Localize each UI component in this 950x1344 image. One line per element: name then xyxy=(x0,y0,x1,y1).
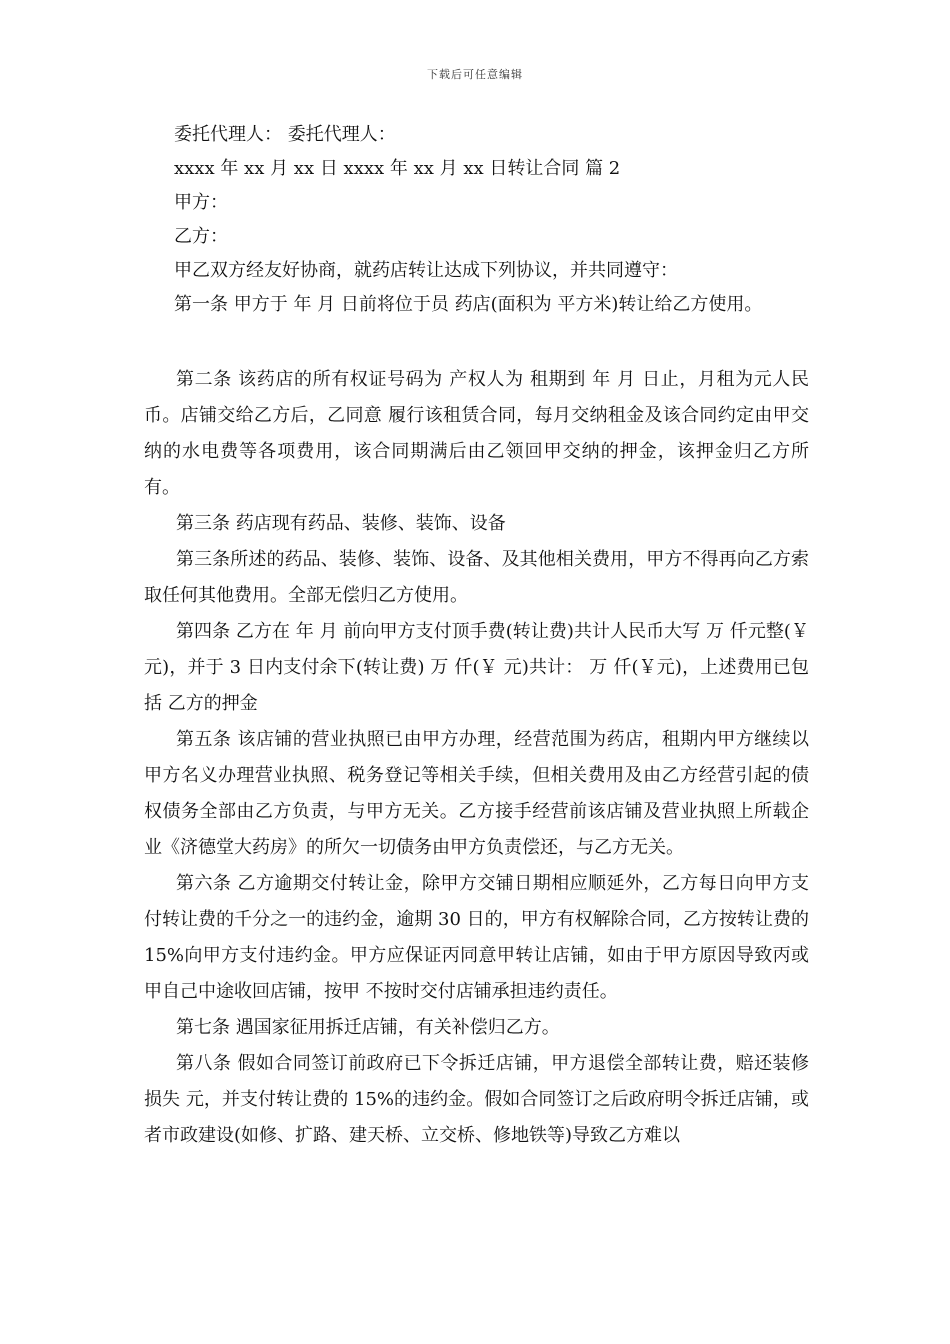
date-title-line: xxxx 年 xx 月 xx 日 xxxx 年 xx 月 xx 日转让合同 篇 2 xyxy=(174,158,621,179)
article-3-paragraph: 第三条所述的药品、装修、装饰、设备、及其他相关费用，甲方不得再向乙方索取任何其他费用。全部无偿归乙方使用。 xyxy=(144,549,809,606)
agreement-intro-line: 甲乙双方经友好协商，就药店转让达成下列协议，并共同遵守： xyxy=(174,260,678,281)
article-3-heading: 第三条 药店现有药品、装修、装饰、设备 xyxy=(176,513,506,534)
article-6-paragraph: 第六条 乙方逾期交付转让金，除甲方交铺日期相应顺延外，乙方每日向甲方支付转让费的千分之一的违约金，逾期 30 日的，甲方有权解除合同，乙方按转让费的 15%向甲方支付违约金。甲方应保证丙同意甲转让店铺，如由于甲方原因导致丙或甲自己中途收回店铺，按甲 不按时交付店铺承担违约责任。 xyxy=(144,873,809,1002)
document-body xyxy=(144,118,809,1154)
spacer xyxy=(144,322,809,362)
article-4-paragraph: 第四条 乙方在 年 月 前向甲方支付顶手费(转让费)共计人民币大写 万 仟元整(￥ 元)，并于 3 日内支付余下(转让费) 万 仟(￥ 元)共计： 万 仟(￥元)，上述费用已包括 乙方的押金 xyxy=(144,621,809,714)
article-1-line: 第一条 甲方于 年 月 日前将位于员 药店(面积为 平方米)转让给乙方使用。 xyxy=(174,294,763,315)
article-5-paragraph: 第五条 该店铺的营业执照已由甲方办理，经营范围为药店，租期内甲方继续以甲方名义办理营业执照、税务登记等相关手续，但相关费用及由乙方经营引起的债权债务全部由乙方负责，与甲方无关。乙方接手经营前该店铺及营业执照上所载企业《济德堂大药房》的所欠一切债务由甲方负责偿还，与乙方无关。 xyxy=(144,729,809,858)
agent-line: 委托代理人： 委托代理人： xyxy=(174,124,396,145)
header-note: 下载后可任意编辑 xyxy=(427,68,523,81)
party-b-line: 乙方： xyxy=(174,226,228,247)
party-a-line: 甲方： xyxy=(174,192,228,213)
article-7-paragraph: 第七条 遇国家征用拆迁店铺，有关补偿归乙方。 xyxy=(176,1017,560,1038)
article-2-paragraph: 第二条 该药店的所有权证号码为 产权人为 租期到 年 月 日止，月租为元人民币。店铺交给乙方后，乙同意 履行该租赁合同，每月交纳租金及该合同约定由甲交纳的水电费等各项费用，该合同期满后由乙领回甲交纳的押金，该押金归乙方所有。 xyxy=(144,369,809,498)
article-8-paragraph: 第八条 假如合同签订前政府已下令拆迁店铺，甲方退偿全部转让费，赔还装修损失 元，并支付转让费的 15%的违约金。假如合同签订之后政府明令拆迁店铺，或者市政建设(如修、扩路、建天桥、立交桥、修地铁等)导致乙方难以 xyxy=(144,1053,809,1146)
